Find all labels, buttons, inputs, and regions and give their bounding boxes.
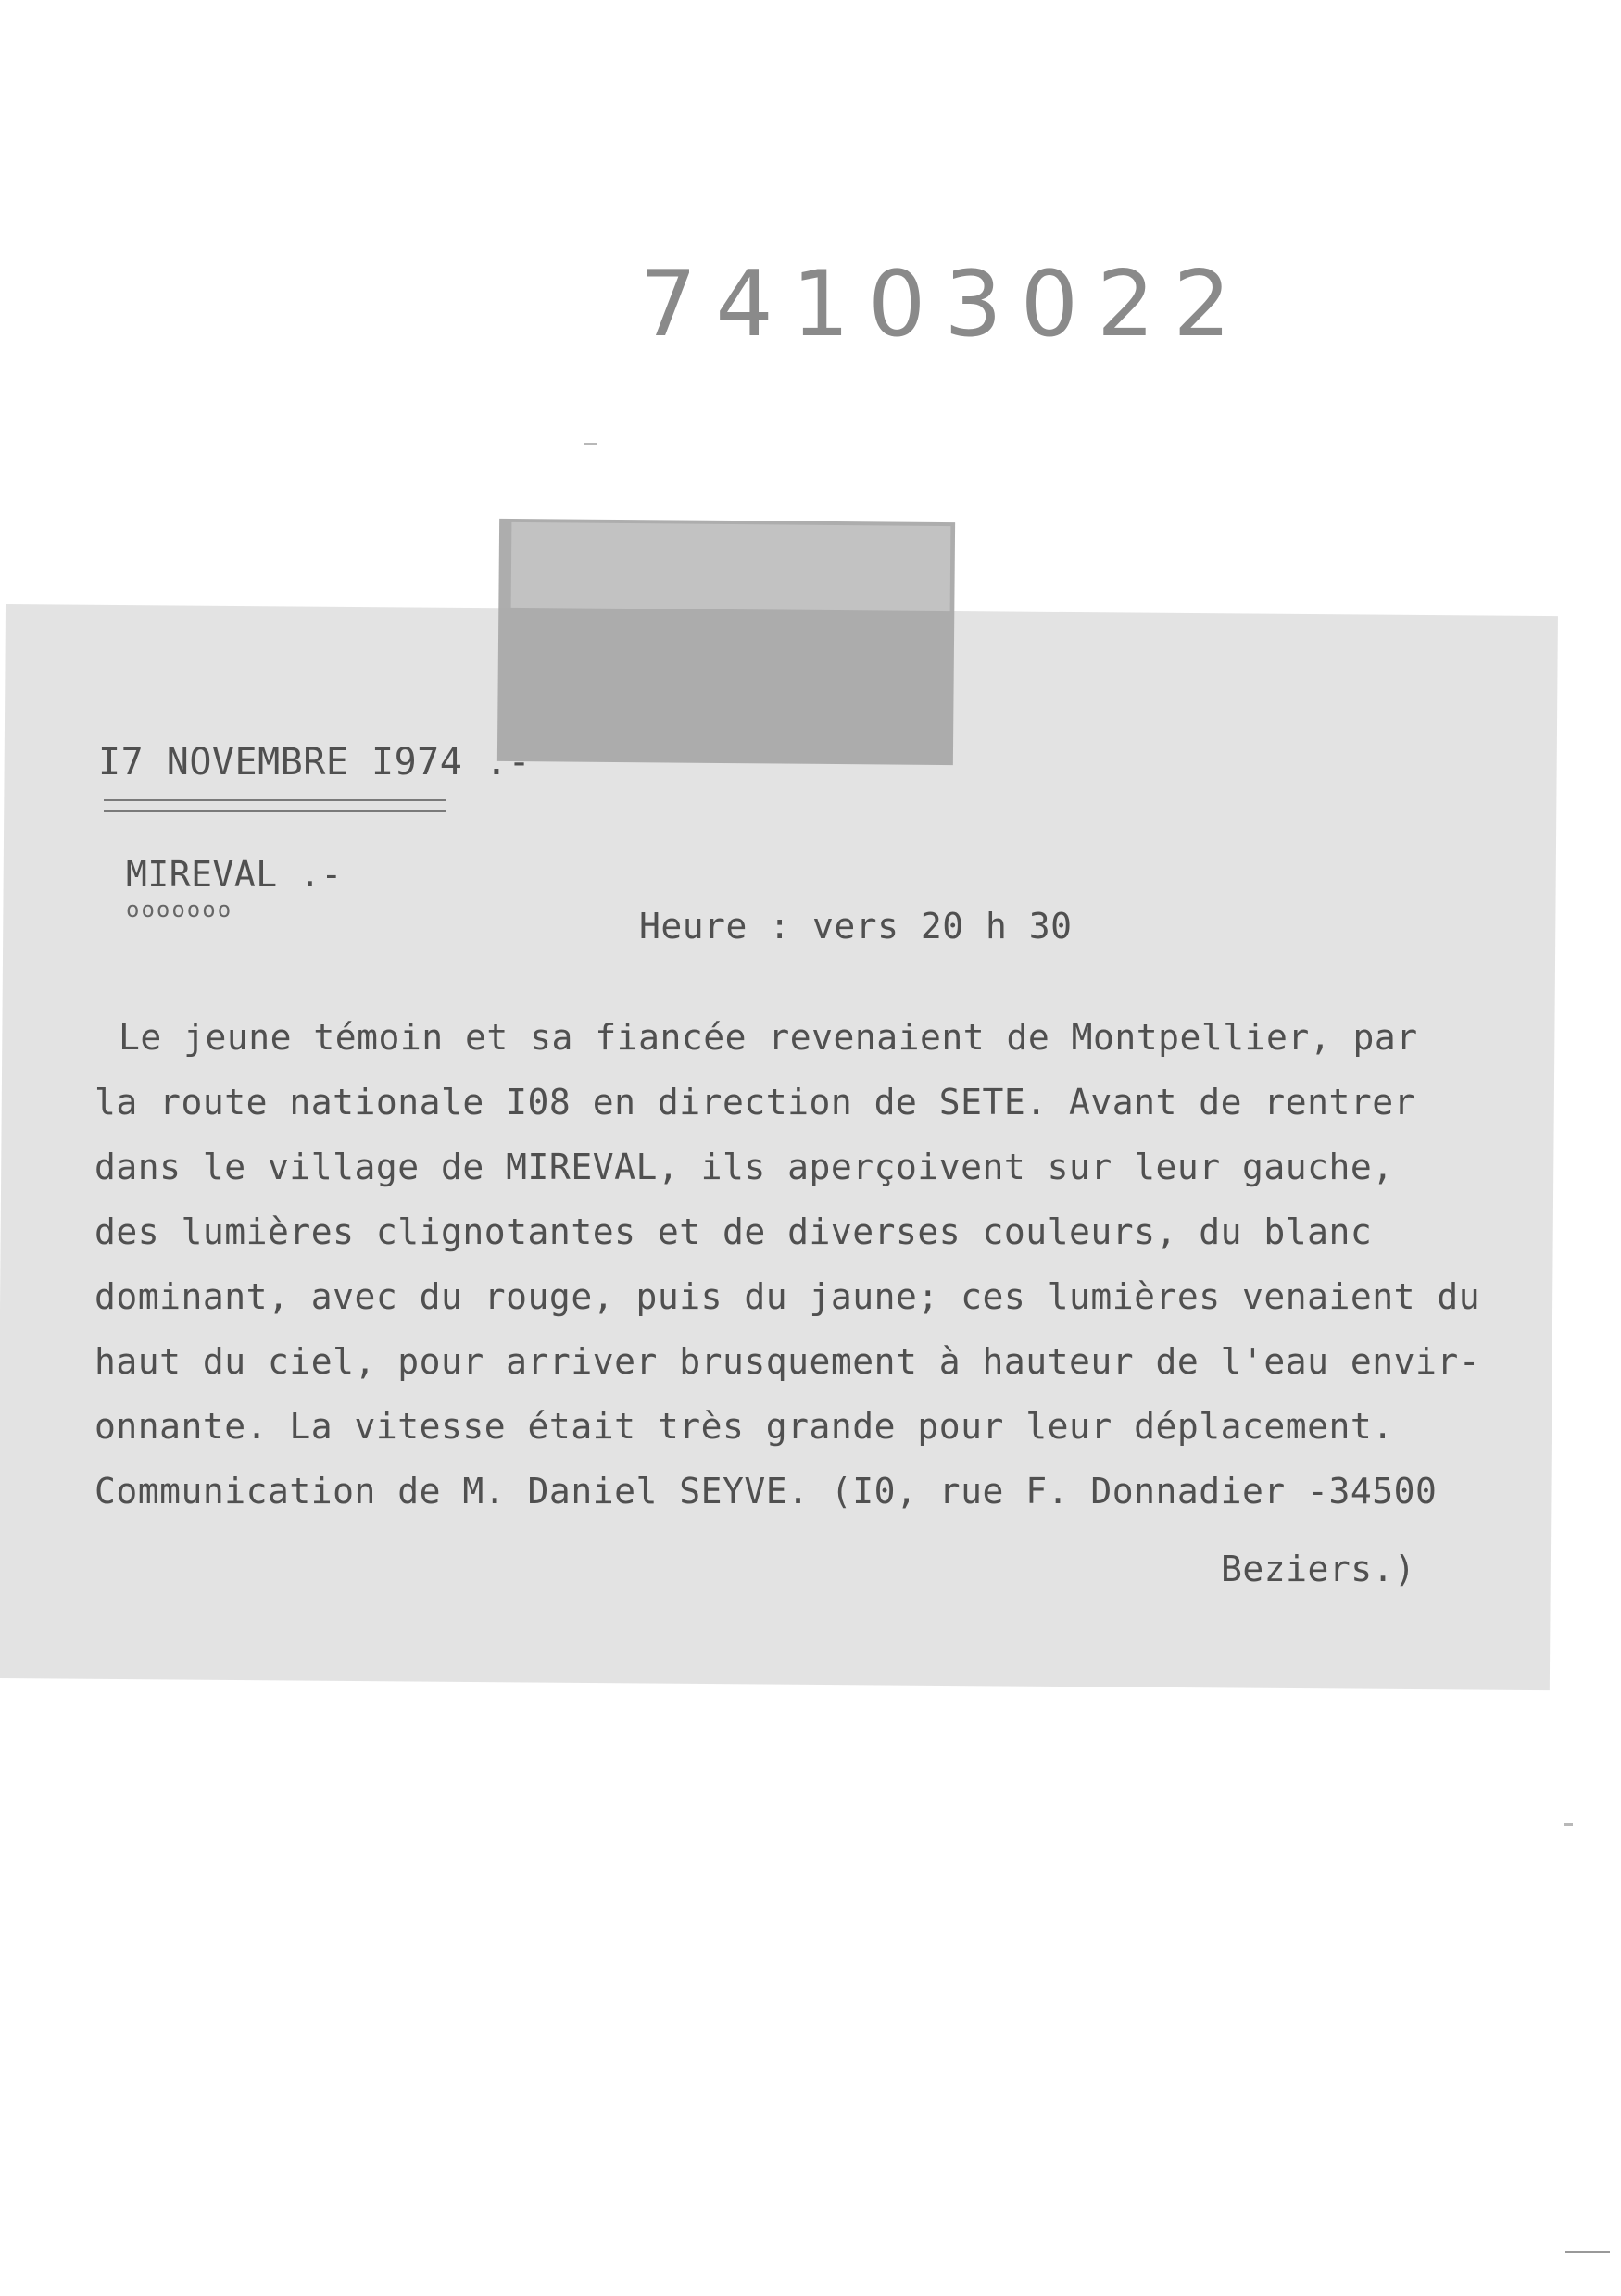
report-line: haut du ciel, pour arriver brusquement à hauteur de l'eau envir-	[94, 1341, 1481, 1382]
report-line: dans le village de MIREVAL, ils aperçoivent sur leur gauche,	[94, 1147, 1394, 1187]
report-line: Communication de M. Daniel SEYVE. (I0, rue F. Donnadier -34500	[94, 1471, 1438, 1512]
place-name: MIREVAL .-	[126, 854, 343, 895]
report-line: des lumières clignotantes et de diverses couleurs, du blanc	[94, 1211, 1373, 1252]
stamp-number: 74103022	[639, 252, 1250, 358]
date-heading: I7 NOVEMBRE I974 .-	[98, 741, 532, 784]
report-line: dominant, avec du rouge, puis du jaune; ces lumières venaient du	[94, 1276, 1481, 1317]
corner-mark	[1565, 2251, 1610, 2253]
report-line: Le jeune témoin et sa fiancée revenaient de Montpellier, par	[119, 1017, 1418, 1058]
report-line: la route nationale I08 en direction de SETE. Avant de rentrer	[94, 1082, 1416, 1123]
time-of-event: Heure : vers 20 h 30	[639, 906, 1073, 947]
speck-mark	[584, 443, 597, 445]
speck-mark	[1564, 1823, 1573, 1826]
report-line: onnante. La vitesse était très grande pour leur déplacement.	[94, 1406, 1394, 1447]
date-underline	[104, 799, 446, 812]
closing-line: Beziers.)	[1221, 1549, 1416, 1589]
place-decoration: ooooooo	[126, 897, 233, 922]
adhesive-tape-edge	[511, 522, 951, 611]
